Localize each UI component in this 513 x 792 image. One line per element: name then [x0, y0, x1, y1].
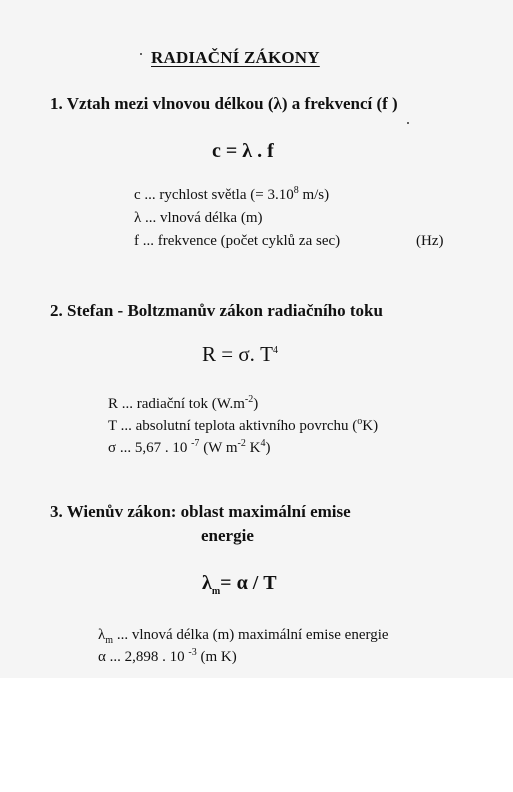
exponent: -2	[244, 394, 254, 405]
definition-tail: )	[265, 440, 271, 456]
page-title: RADIAČNÍ ZÁKONY	[151, 48, 320, 67]
definition-tail: m/s)	[298, 187, 330, 203]
symbol: λ	[134, 210, 142, 226]
exponent: o	[357, 416, 363, 427]
section1-line-lambda	[134, 211, 263, 226]
subscript: m	[105, 635, 114, 646]
exponent: 4	[260, 438, 266, 449]
formula-subscript: m	[211, 586, 221, 597]
symbol: λ	[98, 627, 106, 643]
section3-heading-line1: 3. Wienův zákon: oblast maximální emise	[50, 502, 351, 521]
section3-heading-line2: energie	[201, 526, 254, 545]
section2-line-sigma	[108, 438, 271, 456]
unit-part: K	[245, 440, 261, 456]
exponent: -7	[191, 438, 200, 449]
section1-line-c	[134, 185, 330, 203]
definition-tail: K)	[362, 418, 379, 434]
definition-tail: )	[253, 396, 259, 412]
definition: ... vlnová délka (m) maximální emise energie	[113, 627, 389, 643]
symbol: f	[134, 233, 139, 249]
definition: ... frekvence (počet cyklů za sec)	[142, 233, 341, 249]
section2-line-r	[108, 394, 259, 412]
section2-line-t	[108, 416, 379, 434]
section3-line-alpha	[98, 647, 237, 665]
section3-formula	[202, 572, 277, 597]
definition-tail: (m K)	[196, 649, 237, 665]
formula-exponent: 4	[273, 345, 278, 356]
formula-main: R = σ. T	[202, 342, 273, 366]
section1-unit-hz: (Hz)	[416, 233, 444, 249]
exponent: 8	[293, 185, 299, 196]
definition: ... rychlost světla (= 3.10	[144, 187, 294, 203]
section1-formula: c = λ . f	[212, 140, 274, 162]
symbol: α	[98, 649, 106, 665]
section2-heading: 2. Stefan - Boltzmanův zákon radiačního toku	[50, 301, 383, 320]
scan-speck	[140, 53, 142, 55]
formula-lambda: λ	[202, 572, 212, 594]
scan-speck	[407, 122, 409, 124]
exponent: -3	[188, 647, 197, 658]
definition: R ... radiační tok (W.m	[108, 396, 245, 412]
definition: σ ... 5,67 . 10	[108, 440, 192, 456]
section1-heading: 1. Vztah mezi vlnovou délkou (λ) a frekvencí (f )	[50, 94, 398, 113]
definition: T ... absolutní teplota aktivního povrchu (	[108, 418, 358, 434]
section2-formula	[202, 344, 278, 365]
section1-line-f	[134, 234, 340, 249]
section3-line-lambda	[98, 627, 389, 646]
exponent: -2	[237, 438, 246, 449]
symbol: c	[134, 187, 141, 203]
definition: ... 2,898 . 10	[105, 649, 189, 665]
formula-rest: = α / T	[220, 572, 277, 594]
unit-part: (W m	[199, 440, 238, 456]
definition: ... vlnová délka (m)	[145, 210, 263, 226]
